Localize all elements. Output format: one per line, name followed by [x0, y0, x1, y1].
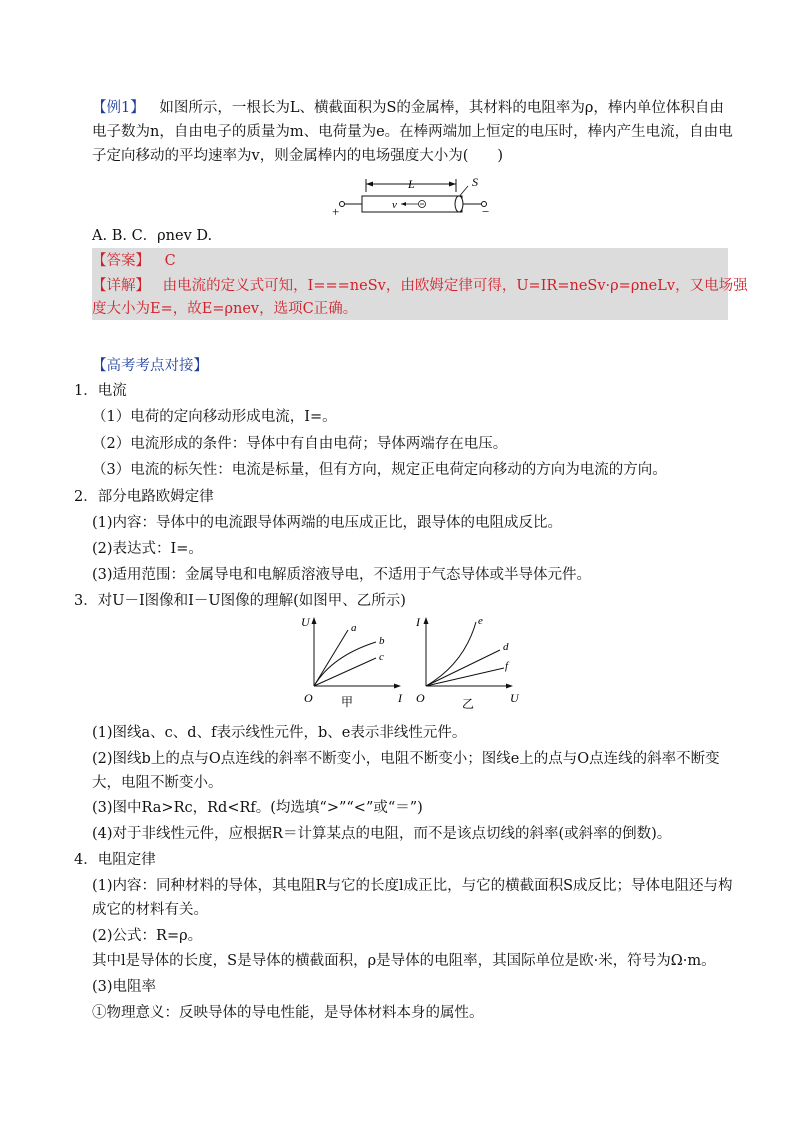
point-4-item-2-note: 其中l是导体的长度，S是导体的横截面积，ρ是导体的电阻率，其国际单位是欧·米，符号为Ω·m。: [92, 953, 716, 969]
detail-line-1: [92, 276, 748, 296]
curve-a-label: a: [351, 622, 357, 634]
point-3-item-2-cont: 大，电阻不断变小。: [92, 775, 223, 791]
point-3-item-4: (4)对于非线性元件，应根据R＝计算某点的电阻，而不是该点切线的斜率(或斜率的倒数)。: [92, 826, 672, 842]
example-line-3: 子定向移动的平均速率为v，则金属棒内的电场强度大小为( ): [92, 148, 504, 164]
detail-tag: 【详解】: [92, 278, 150, 294]
graph-ui-x-label: I: [398, 691, 402, 705]
detail-line-2: 度大小为E=，故E=ρnev，选项C正确。: [92, 301, 358, 317]
curve-d: [426, 650, 500, 686]
curve-c: [314, 658, 376, 686]
graph-iu-x-label: U: [510, 691, 519, 705]
point-4-heading: 4．电阻定律: [74, 852, 156, 868]
curve-b: [314, 642, 376, 686]
detail-text-1: 由电流的定义式可知，I===neSv，由欧姆定律可得，U=IR=neSv·ρ=ρneLv，又电场强: [162, 278, 748, 294]
velocity-label: v: [392, 199, 397, 211]
rod-length-label: L: [408, 177, 415, 191]
curve-d-label: d: [503, 641, 509, 653]
example-line-1: [92, 98, 724, 118]
curve-f: [426, 668, 504, 686]
curve-b-label: b: [379, 635, 385, 647]
graph-iu-y-label: I: [416, 615, 420, 629]
curve-c-label: c: [379, 651, 384, 663]
answer-line: [92, 251, 176, 271]
curve-f-label: f: [505, 660, 509, 672]
point-3-item-1: (1)图线a、c、d、f表示线性元件，b、e表示非线性元件。: [92, 725, 467, 741]
curve-e-label: e: [478, 615, 483, 627]
graph-ui-y-label: U: [301, 615, 310, 629]
point-3-item-3: (3)图中Ra>Rc，Rd<Rf。(均选填“>”“<”或“＝”): [92, 800, 423, 816]
answer-value: C: [164, 253, 176, 269]
answer-tag: 【答案】: [92, 253, 150, 269]
point-1-item-2: （2）电流形成的条件：导体中有自由电荷；导体两端存在电压。: [92, 436, 508, 452]
point-2-item-2: (2)表达式：I=。: [92, 541, 203, 557]
example-options: A. B. C．ρnev D.: [92, 228, 213, 244]
point-3-item-2: (2)图线b上的点与O点连线的斜率不断变小，电阻不断变小；图线e上的点与O点连线的斜率不断变: [92, 751, 720, 767]
example-tag: 【例1】: [92, 100, 145, 116]
point-1-heading: 1．电流: [74, 383, 127, 399]
point-4-item-1: (1)内容：同种材料的导体，其电阻R与它的长度l成正比，与它的横截面积S成反比；导体电阻还与构: [92, 878, 733, 894]
point-1-item-1: （1）电荷的定向移动形成电流，I=。: [92, 409, 337, 425]
graph-iu-caption: 乙: [462, 697, 475, 711]
graph-ui-origin: O: [304, 691, 313, 705]
graph-iu: [414, 612, 526, 712]
point-1-item-3: （3）电流的标矢性：电流是标量，但有方向，规定正电荷定向移动的方向为电流的方向。: [92, 462, 667, 478]
point-4-item-1-cont: 成它的材料有关。: [92, 902, 208, 918]
point-4-item-3: (3)电阻率: [92, 979, 157, 995]
point-4-item-3-1: ①物理意义：反映导体的导电性能，是导体材料本身的属性。: [92, 1005, 484, 1021]
point-4-item-2: (2)公式：R=ρ。: [92, 928, 203, 944]
point-2-item-3: (3)适用范围：金属导电和电解质溶液导电，不适用于气态导体或半导体元件。: [92, 567, 592, 583]
graph-ui: [298, 612, 410, 712]
minus-terminal: −: [482, 204, 490, 219]
curve-a: [314, 630, 348, 686]
metal-rod-figure: [330, 172, 500, 220]
plus-terminal: +: [332, 204, 340, 219]
graph-ui-caption: 甲: [341, 695, 354, 709]
example-line-2: 电子数为n，自由电子的质量为m、电荷量为e。在棒两端加上恒定的电压时，棒内产生电流，自由电: [92, 124, 733, 140]
point-3-heading: 3．对U－I图像和I－U图像的理解(如图甲、乙所示): [74, 593, 406, 609]
rod-area-label: S: [472, 175, 478, 189]
point-2-item-1: (1)内容：导体中的电流跟导体两端的电压成正比，跟导体的电阻成反比。: [92, 515, 563, 531]
point-2-heading: 2．部分电路欧姆定律: [74, 489, 214, 505]
graph-iu-origin: O: [416, 691, 425, 705]
section-title: 【高考考点对接】: [92, 358, 208, 374]
example-text-1: 如图所示，一根长为L、横截面积为S的金属棒，其材料的电阻率为ρ，棒内单位体积自由: [159, 100, 724, 116]
